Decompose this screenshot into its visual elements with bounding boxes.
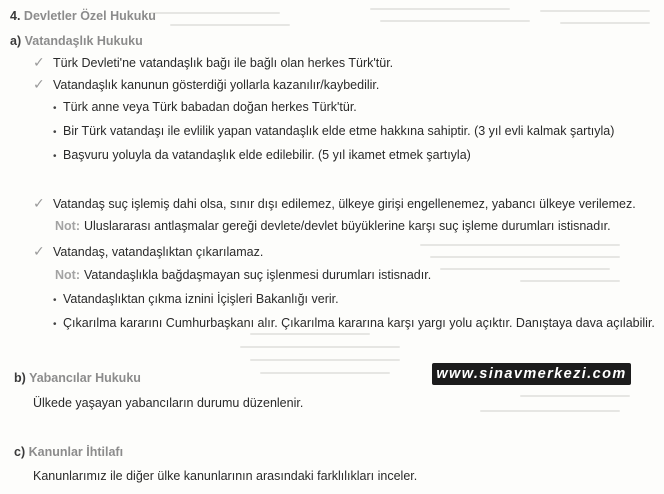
bullet-icon: • — [53, 103, 57, 114]
note-label: Not: — [55, 219, 80, 233]
subsection-a-heading — [10, 33, 143, 49]
subsection-c-title: Kanunlar İhtilafı — [28, 445, 124, 459]
bullet-icon: • — [53, 127, 57, 138]
bullet-icon: • — [53, 151, 57, 162]
check-icon: ✓ — [33, 243, 45, 259]
heading-number: 4. — [10, 9, 21, 23]
section-heading — [10, 8, 156, 24]
bullet-item: • Başvuru yoluyla da vatandaşlık elde edilebilir. (5 yıl ikamet etmek şartıyla) — [53, 147, 471, 165]
bullet-item: • Vatandaşlıktan çıkma iznini İçişleri Bakanlığı verir. — [53, 291, 339, 309]
note-label: Not: — [55, 268, 80, 282]
list-item: ✓ Vatandaş suç işlemiş dahi olsa, sınır dışı edilemez, ülkeye girişi engellenemez, yabancı ülkeye verilemez. — [33, 195, 636, 211]
bullet-icon: • — [53, 295, 57, 306]
subsection-b-title: Yabancılar Hukuku — [29, 371, 141, 385]
note-text: Uluslararası antlaşmalar gereği devlete/devlet büyüklerine karşı suç işleme durumları istisnadır. — [84, 219, 611, 233]
list-item: ✓ Vatandaşlık kanunun gösterdiği yollarla kazanılır/kaybedilir. — [33, 76, 380, 92]
note-text: Vatandaşlıkla bağdaşmayan suç işlenmesi durumları istisnadır. — [84, 268, 432, 282]
check-icon: ✓ — [33, 54, 45, 70]
check-icon: ✓ — [33, 195, 45, 211]
note — [55, 267, 431, 283]
subsection-a-title: Vatandaşlık Hukuku — [24, 34, 143, 48]
list-item: ✓ Türk Devleti'ne vatandaşlık bağı ile bağlı olan herkes Türk'tür. — [33, 54, 394, 70]
heading-title: Devletler Özel Hukuku — [23, 9, 156, 23]
check-icon: ✓ — [33, 76, 45, 92]
note — [55, 218, 611, 234]
subsection-b-text: Ülkede yaşayan yabancıların durumu düzenlenir. — [33, 396, 304, 410]
bullet-item: • Çıkarılma kararını Cumhurbaşkanı alır. Çıkarılma kararına karşı yargı yolu açıktır. Danıştaya dava açılabilir. — [53, 315, 655, 333]
bullet-item: • Bir Türk vatandaşı ile evlilik yapan vatandaşlık elde etme hakkına sahiptir. (3 yıl evli kalmak şartıyla) — [53, 123, 614, 141]
subsection-b-letter: b) — [14, 371, 26, 385]
bullet-icon: • — [53, 319, 57, 330]
bullet-item: • Türk anne veya Türk babadan doğan herkes Türk'tür. — [53, 99, 357, 117]
subsection-c-text: Kanunlarımız ile diğer ülke kanunlarının arasındaki farklılıkları inceler. — [33, 469, 418, 483]
subsection-b-heading — [14, 370, 141, 386]
subsection-c-heading — [14, 444, 123, 460]
list-item: ✓ Vatandaş, vatandaşlıktan çıkarılamaz. — [33, 243, 264, 259]
subsection-c-letter: c) — [14, 445, 26, 459]
subsection-a-letter: a) — [10, 34, 22, 48]
watermark-logo: www.sinavmerkezi.com — [432, 363, 631, 385]
